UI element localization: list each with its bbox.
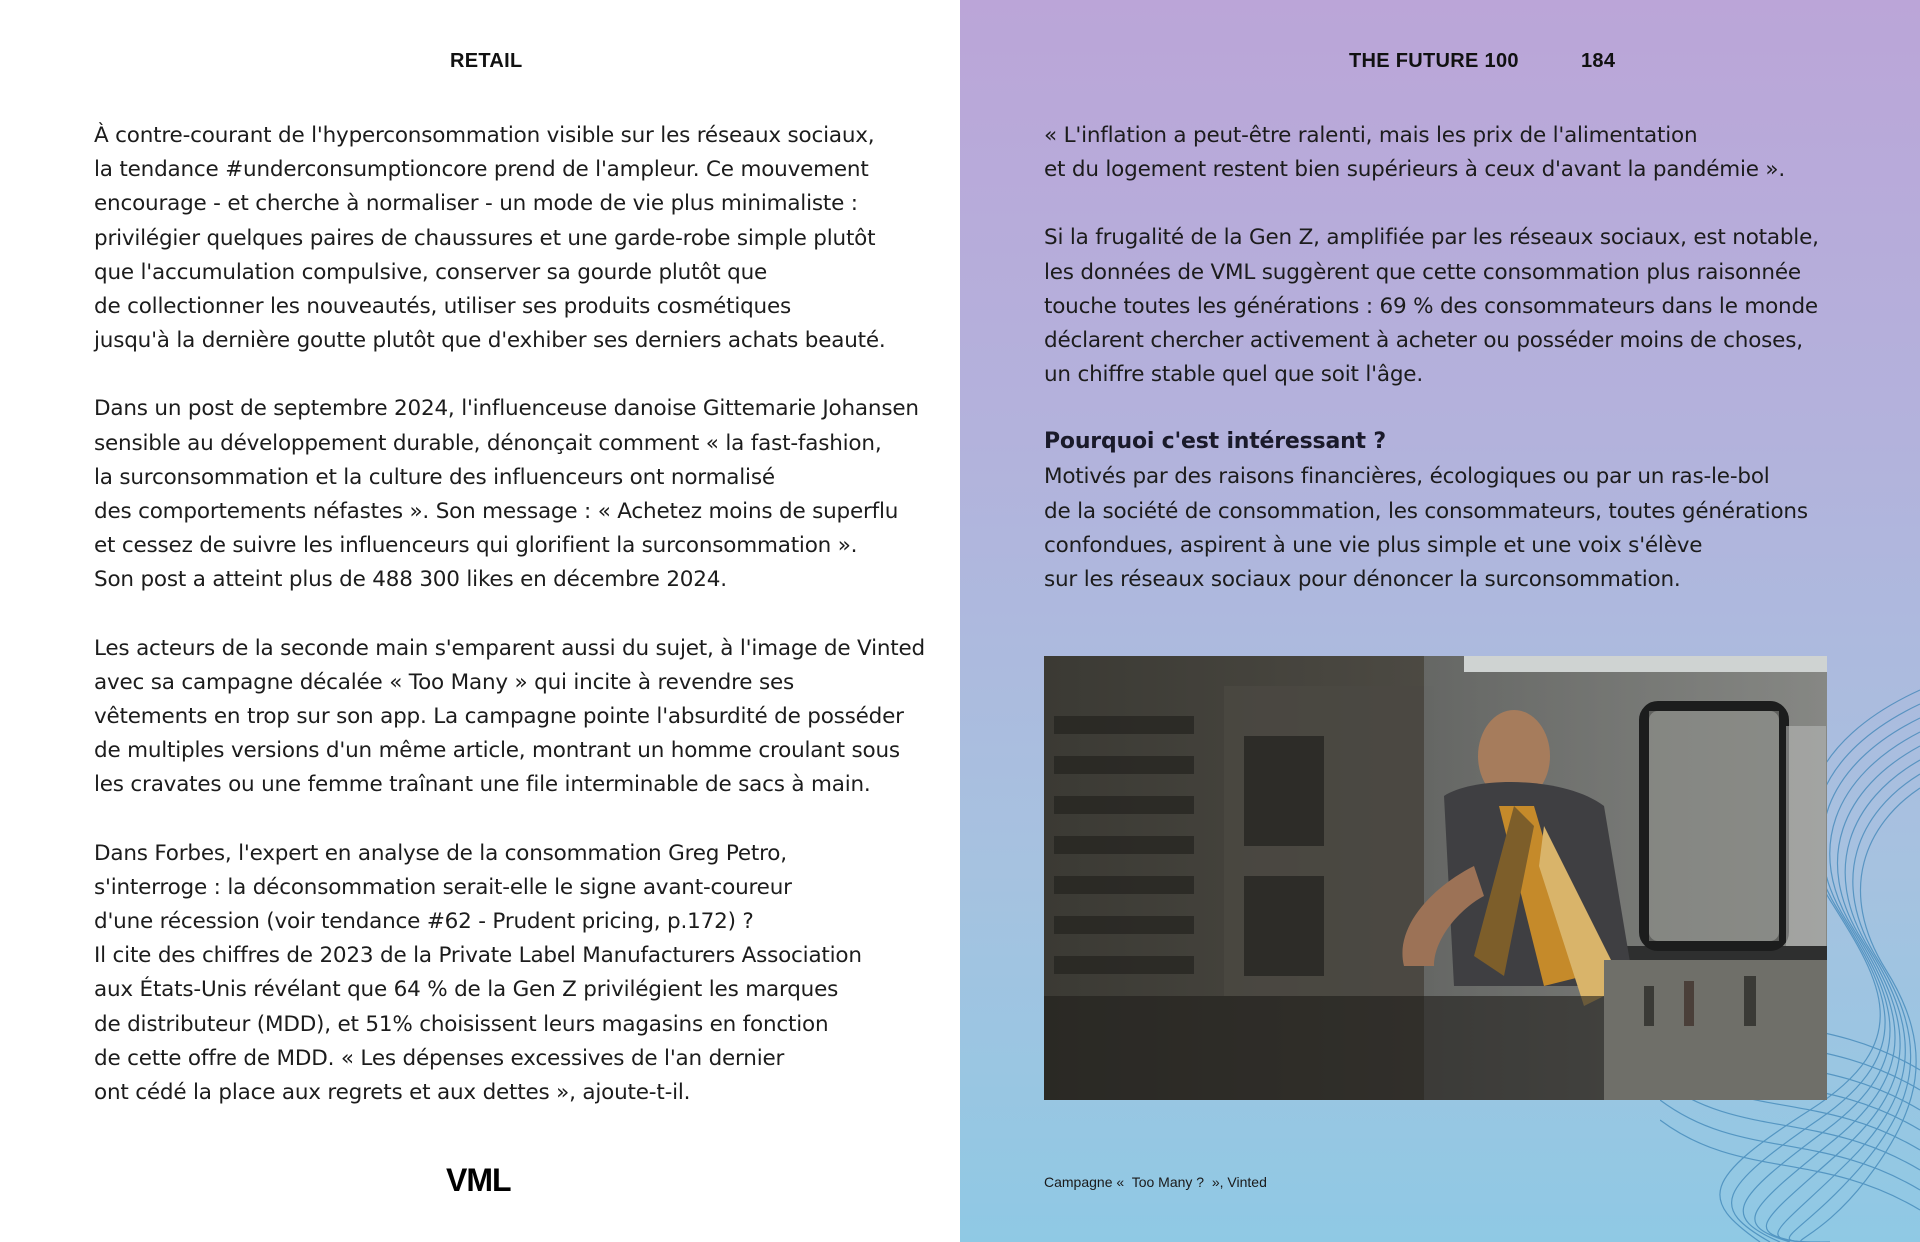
vml-logo: VML — [446, 1162, 511, 1198]
paragraph — [94, 632, 925, 803]
left-article-column — [94, 119, 925, 1144]
text-line: Les acteurs de la seconde main s'emparent aussi du sujet, à l'image de Vinted — [94, 635, 925, 661]
text-line: À contre-courant de l'hyperconsommation visible sur les réseaux sociaux, — [94, 123, 875, 148]
paragraph — [1044, 221, 1834, 392]
text-line: sur les réseaux sociaux pour dénoncer la surconsommation. — [1044, 567, 1681, 593]
text-line: que l'accumulation compulsive, conserver sa gourde plutôt que — [94, 259, 768, 285]
text-line: Dans Forbes, l'expert en analyse de la consommation Greg Petro, — [94, 840, 787, 866]
text-line: des comportements néfastes ». Son message : « Achetez moins de superflu — [94, 499, 899, 525]
text-line: de multiples versions d'un même article, montrant un homme croulant sous — [94, 738, 900, 764]
text-line: jusqu'à la dernière goutte plutôt que d'exhiber ses derniers achats beauté. — [94, 328, 886, 354]
text-line: Il cite des chiffres de 2023 de la Private Label Manufacturers Association — [94, 943, 862, 969]
text-line: et du logement restent bien supérieurs à ceux d'avant la pandémie ». — [1044, 157, 1785, 183]
page-number: 184 — [1581, 50, 1616, 72]
text-line: Motivés par des raisons financières, écologiques ou par un ras-le-bol — [1044, 464, 1770, 490]
text-line: de collectionner les nouveautés, utiliser ses produits cosmétiques — [94, 294, 791, 320]
text-line: de la société de consommation, les consommateurs, toutes générations — [1044, 498, 1808, 524]
text-line: un chiffre stable quel que soit l'âge. — [1044, 362, 1423, 388]
campaign-photo — [1044, 656, 1827, 1100]
text-line: s'interroge : la déconsommation serait-elle le signe avant-coureur — [94, 874, 792, 900]
right-article-column — [1044, 119, 1834, 631]
text-line: et cessez de suivre les influenceurs qui glorifient la surconsommation ». — [94, 533, 858, 559]
text-line: de distributeur (MDD), et 51% choisissent leurs magasins en fonction — [94, 1011, 829, 1037]
image-caption: Campagne « Too Many ? », Vinted — [1044, 1174, 1267, 1190]
text-line: d'une récession (voir tendance #62 - Prudent pricing, p.172) ? — [94, 909, 754, 935]
text-line: aux États-Unis révélant que 64 % de la Gen Z privilégient les marques — [94, 977, 839, 1003]
text-line: les données de VML suggèrent que cette consommation plus raisonnée — [1044, 259, 1801, 285]
subheading: Pourquoi c'est intéressant ? — [1044, 429, 1386, 455]
text-line: Si la frugalité de la Gen Z, amplifiée par les réseaux sociaux, est notable, — [1044, 225, 1819, 251]
text-line: Dans un post de septembre 2024, l'influenceuse danoise Gittemarie Johansen — [94, 396, 919, 422]
paragraph — [1044, 460, 1834, 597]
publication-title: THE FUTURE 100 — [1349, 50, 1519, 72]
text-line: vêtements en trop sur son app. La campagne pointe l'absurdité de posséder — [94, 704, 904, 730]
text-line: encourage - et cherche à normaliser - un mode de vie plus minimaliste : — [94, 191, 858, 217]
paragraph — [94, 392, 919, 597]
text-line: privilégier quelques paires de chaussures et une garde-robe simple plutôt — [94, 225, 876, 251]
text-line: ont cédé la place aux regrets et aux dettes », ajoute-t-il. — [94, 1080, 691, 1106]
text-line: « L'inflation a peut-être ralenti, mais les prix de l'alimentation — [1044, 123, 1698, 148]
text-line: déclarent chercher activement à acheter ou posséder moins de choses, — [1044, 328, 1803, 354]
text-line: Son post a atteint plus de 488 300 likes en décembre 2024. — [94, 567, 727, 593]
section-label: RETAIL — [450, 50, 523, 72]
paragraph — [1044, 119, 1834, 187]
text-line: les cravates ou une femme traînant une file interminable de sacs à main. — [94, 772, 871, 798]
paragraph — [94, 837, 894, 1111]
text-line: de cette offre de MDD. « Les dépenses excessives de l'an dernier — [94, 1045, 785, 1071]
text-line: confondues, aspirent à une vie plus simple et une voix s'élève — [1044, 532, 1703, 558]
text-line: sensible au développement durable, dénonçait comment « la fast-fashion, — [94, 430, 882, 456]
text-line: avec sa campagne décalée « Too Many » qui incite à revendre ses — [94, 669, 794, 695]
paragraph — [94, 119, 894, 358]
text-line: la surconsommation et la culture des influenceurs ont normalisé — [94, 464, 775, 490]
text-line: la tendance #underconsumptioncore prend de l'ampleur. Ce mouvement — [94, 157, 869, 183]
text-line: touche toutes les générations : 69 % des consommateurs dans le monde — [1044, 293, 1818, 319]
